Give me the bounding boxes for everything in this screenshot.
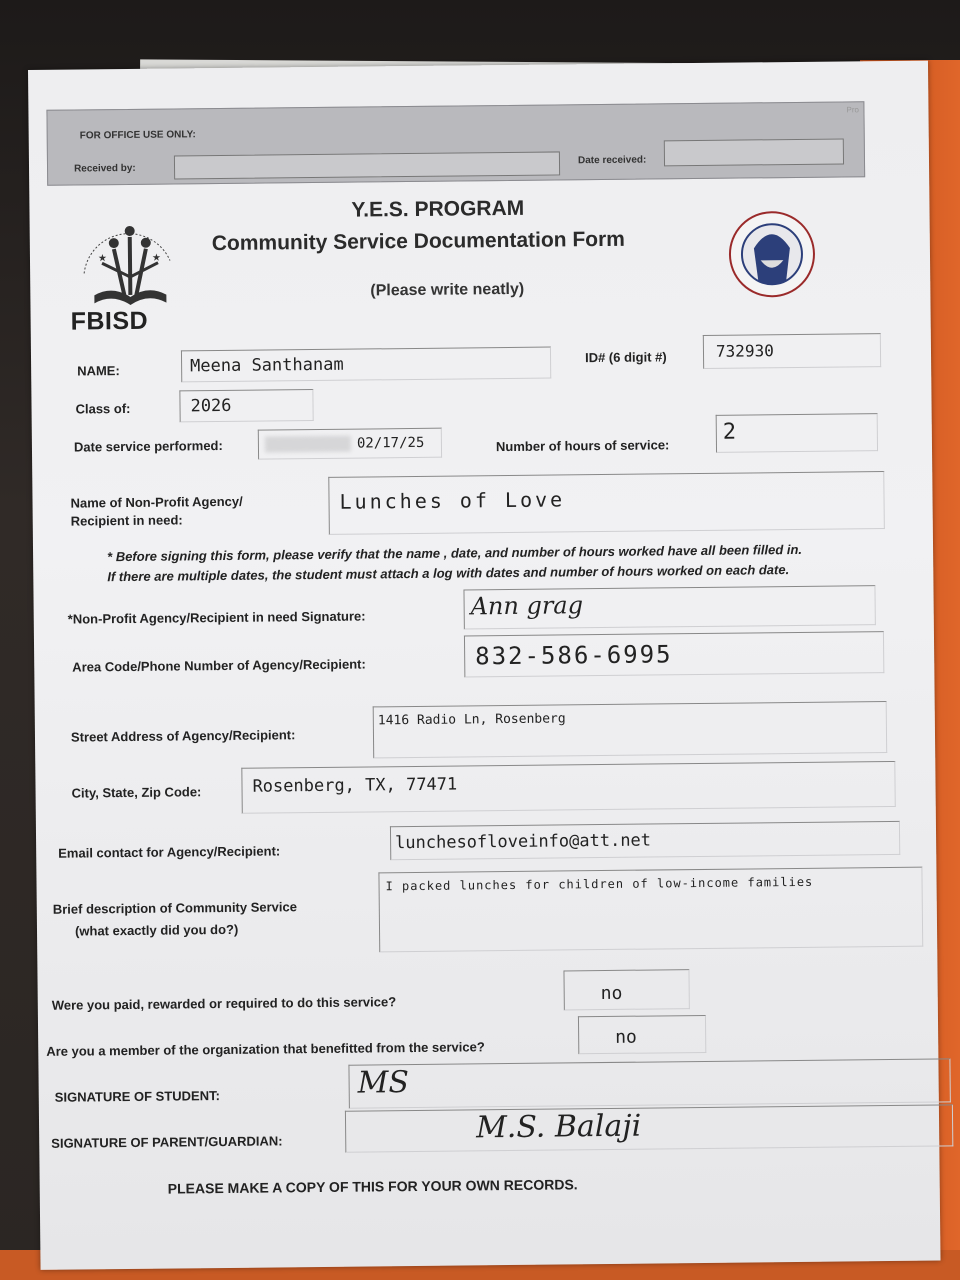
description-value: I packed lunches for children of low-income families	[385, 874, 814, 894]
name-field[interactable]	[181, 347, 551, 383]
program-title: Y.E.S. PROGRAM	[351, 196, 525, 222]
hours-value: 2	[722, 419, 737, 445]
viking-seal-icon	[724, 210, 823, 299]
hours-field[interactable]	[716, 413, 878, 453]
fbisd-wordmark: FBISD	[70, 306, 149, 336]
description-label-line1: Brief description of Community Service	[52, 899, 298, 917]
redacted-date-part	[265, 436, 351, 453]
class-label: Class of:	[75, 400, 131, 417]
phone-field[interactable]	[464, 631, 884, 677]
agency-value: Lunches of Love	[339, 487, 566, 514]
member-answer-field[interactable]	[578, 1015, 706, 1054]
write-neatly-note: (Please write neatly)	[370, 280, 525, 300]
date-value: 02/17/25	[356, 434, 425, 452]
date-label: Date service performed:	[73, 437, 223, 455]
member-answer-value: no	[615, 1026, 637, 1048]
date-received-field[interactable]	[664, 138, 844, 166]
paid-question-label: Were you paid, rewarded or required to do this service?	[51, 994, 397, 1013]
hours-label: Number of hours of service:	[495, 437, 670, 455]
date-field[interactable]	[258, 428, 442, 460]
phone-value: 832-586-6995	[475, 640, 673, 671]
street-label: Street Address of Agency/Recipient:	[70, 727, 296, 745]
corner-text: Pro	[846, 105, 859, 115]
description-field[interactable]	[378, 867, 923, 953]
class-field[interactable]	[179, 389, 313, 422]
verify-note-line1: * Before signing this form, please verify that the name , date, and number of hours worked have all been filled in.	[107, 541, 803, 565]
parent-signature-value: M.S. Balaji	[475, 1108, 642, 1146]
received-by-label: Received by:	[73, 162, 136, 175]
svg-text:★: ★	[151, 252, 162, 264]
student-signature-label: SIGNATURE OF STUDENT:	[54, 1088, 220, 1105]
email-label: Email contact for Agency/Recipient:	[58, 843, 281, 861]
paid-answer-field[interactable]	[563, 969, 689, 1010]
city-value: Rosenberg, TX, 77471	[252, 774, 458, 797]
member-question-label: Are you a member of the organization that benefitted from the service?	[46, 1039, 485, 1059]
id-value: 732930	[715, 341, 774, 361]
student-signature-field[interactable]	[348, 1058, 950, 1108]
description-label-line2: (what exactly did you do?)	[74, 921, 239, 939]
name-value: Meena Santhanam	[190, 354, 344, 377]
city-label: City, State, Zip Code:	[71, 784, 202, 801]
email-value: lunchesofloveinfo@att.net	[395, 830, 652, 854]
form-title: Community Service Documentation Form	[211, 227, 626, 256]
service-form	[28, 61, 941, 1270]
agency-signature-label: *Non-Profit Agency/Recipient in need Signature:	[67, 608, 366, 627]
id-field[interactable]	[703, 333, 881, 369]
paid-answer-value: no	[600, 982, 623, 1005]
parent-signature-field[interactable]	[345, 1104, 953, 1152]
email-field[interactable]	[390, 821, 900, 860]
phone-label: Area Code/Phone Number of Agency/Recipient:	[72, 656, 366, 675]
student-signature-value: MS	[357, 1065, 410, 1101]
svg-text:★: ★	[97, 253, 108, 265]
agency-label-line2: Recipient in need:	[70, 512, 183, 529]
dulles-vikings-seal	[724, 210, 823, 299]
agency-signature-value: Ann grag	[470, 591, 584, 621]
agency-label-line1: Name of Non-Profit Agency/	[70, 493, 243, 511]
id-label: ID# (6 digit #)	[584, 349, 667, 366]
footer-copy-note: PLEASE MAKE A COPY OF THIS FOR YOUR OWN RECORDS.	[167, 1176, 578, 1197]
office-use-title: FOR OFFICE USE ONLY:	[79, 129, 196, 142]
street-field[interactable]	[373, 701, 888, 758]
street-value: 1416 Radio Ln, Rosenberg	[377, 711, 566, 729]
verify-note-line2: If there are multiple dates, the student must attach a log with dates and number of hours worked on each date.	[107, 562, 790, 585]
agency-signature-field[interactable]	[463, 585, 875, 629]
office-use-section	[46, 101, 865, 186]
class-value: 2026	[190, 395, 232, 417]
agency-field[interactable]	[328, 471, 885, 535]
fbisd-logo	[71, 202, 182, 343]
date-received-label: Date received:	[577, 154, 647, 167]
name-label: NAME:	[77, 363, 120, 379]
parent-signature-label: SIGNATURE OF PARENT/GUARDIAN:	[51, 1133, 283, 1151]
received-by-field[interactable]	[174, 151, 560, 179]
city-field[interactable]	[241, 761, 895, 814]
